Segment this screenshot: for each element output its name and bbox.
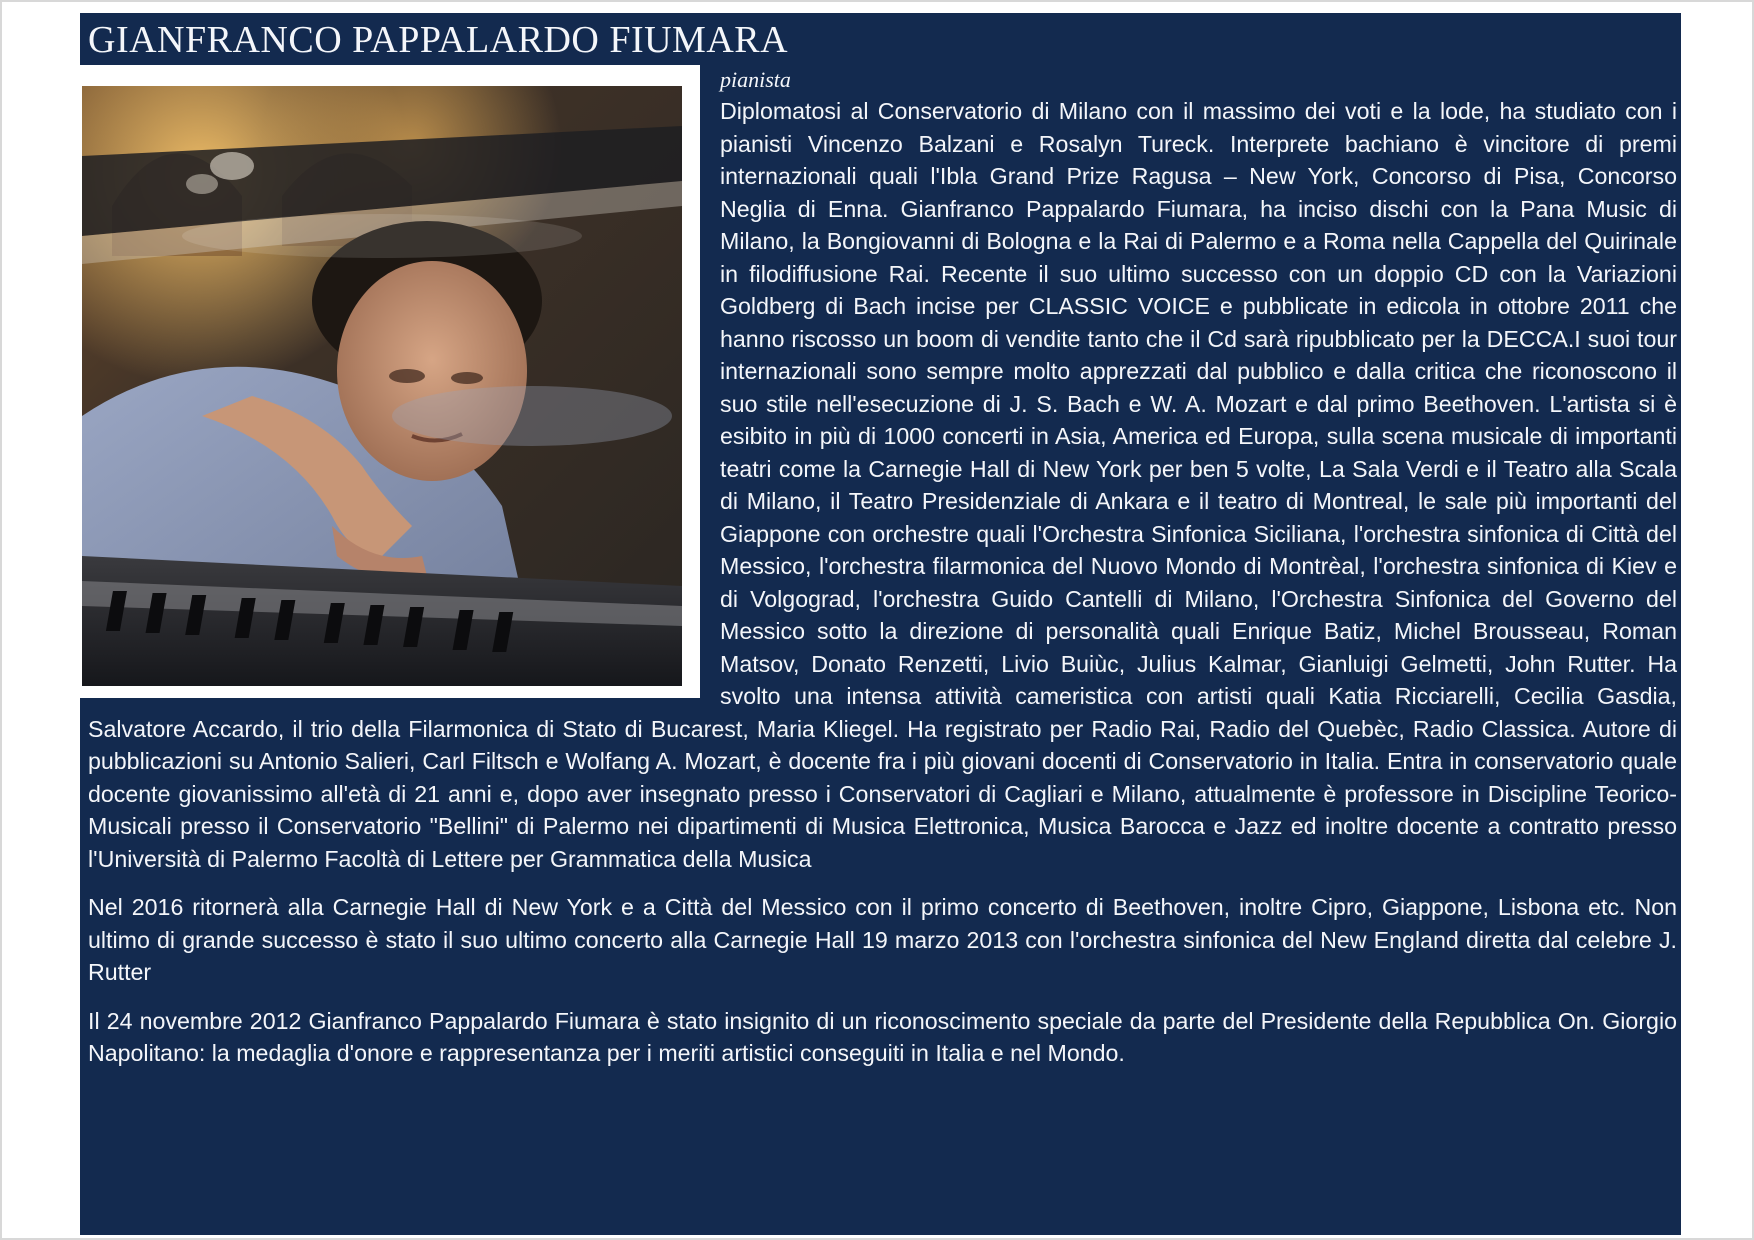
- artist-role: pianista: [720, 67, 791, 92]
- bio-panel: [80, 13, 1681, 1235]
- artist-photo-image: [82, 86, 682, 686]
- biography-text: [80, 65, 1681, 1070]
- artist-photo: [82, 86, 682, 686]
- artist-name: GIANFRANCO PAPPALARDO FIUMARA: [88, 19, 789, 61]
- biography-paragraph: Diplomatosi al Conservatorio di Milano con il massimo dei voti e la lode, ha studiato con i pianisti Vincenzo Balzani e Rosalyn Tureck. Interprete bachiano è vincitore di premi internazionali quali l'Ibla Grand Prize Ragusa – New York, Concorso di Pisa, Concorso Neglia di Enna. Gianfranco Pappalardo Fiumara, ha inciso dischi con la Pana Music di Milano, la Bongiovanni di Bologna e la Rai di Palermo e a Roma nella Cappella del Quirinale in filodiffusione Rai. Recente il suo ultimo successo con un doppio CD con la Variazioni Goldberg di Bach incise per CLASSIC VOICE e pubblicate in edicola in ottobre 2011 che hanno riscosso un boom di vendite tanto che il Cd sarà ripubblicato per la DECCA.I suoi tour internazionali sono sempre molto apprezzati dal pubblico e dalla critica che riconoscono il suo stile nell'esecuzione di J. S. Bach e W. A. Mozart e dal primo Beethoven. L'artista si è esibito in più di 1000 concerti in Asia, America ed Europa, sulla scena musicale di importanti teatri come la Carnegie Hall di New York per ben 5 volte, La Sala Verdi e il Teatro alla Scala di Milano, il Teatro Presidenziale di Ankara e il teatro di Montreal, le sale più importanti del Giappone con orchestre quali l'Orchestra Sinfonica Siciliana, l'orchestra sinfonica di Città del Messico, l'orchestra filarmonica del Nuovo Mondo di Montrèal, l'orchestra sinfonica di Kiev e di Volgograd, l'orchestra Guido Cantelli di Milano, l'Orchestra Sinfonica del Governo del Messico sotto la direzione di personalità quali Enrique Batiz, Michel Brousseau, Roman Matsov, Donato Renzetti, Livio Buiùc, Julius Kalmar, Gianluigi Gelmetti, John Rutter. Ha svolto una intensa attività cameristica con artisti quali Katia Ricciarelli, Cecilia Gasdia, Salvatore Accardo, il trio della Filarmonica di Stato di Bucarest, Maria Kliegel. Ha registrato per Radio Rai, Radio del Quebèc, Radio Classica. Autore di pubblicazioni su Antonio Salieri, Carl Filtsch e Wolfang A. Mozart, è docente fra i più giovani docenti di Conservatorio in Italia. Entra in conservatorio quale docente giovanissimo all'età di 21 anni e, dopo aver insegnato presso i Conservatori di Cagliari e Milano, attualmente è professore in Discipline Teorico-Musicali presso il Conservatorio "Bellini" di Palermo nei dipartimenti di Musica Elettronica, Musica Barocca e Jazz ed inoltre docente a contratto presso l'Università di Palermo Facoltà di Lettere per Grammatica della Musica: [88, 98, 1677, 872]
- biography-paragraph: Il 24 novembre 2012 Gianfranco Pappalardo Fiumara è stato insignito di un riconoscimento speciale da parte del Presidente della Repubblica On. Giorgio Napolitano: la medaglia d'onore e rappresentanza per i meriti artistici conseguiti in Italia e nel Mondo.: [88, 1007, 1677, 1066]
- photo-frame: [80, 65, 700, 698]
- biography-paragraph: Nel 2016 ritornerà alla Carnegie Hall di New York e a Città del Messico con il primo concerto di Beethoven, inoltre Cipro, Giappone, Lisbona etc. Non ultimo di grande successo è stato il suo ultimo concerto alla Carnegie Hall 19 marzo 2013 con l'orchestra sinfonica del New England diretta dal celebre J. Rutter: [88, 894, 1677, 985]
